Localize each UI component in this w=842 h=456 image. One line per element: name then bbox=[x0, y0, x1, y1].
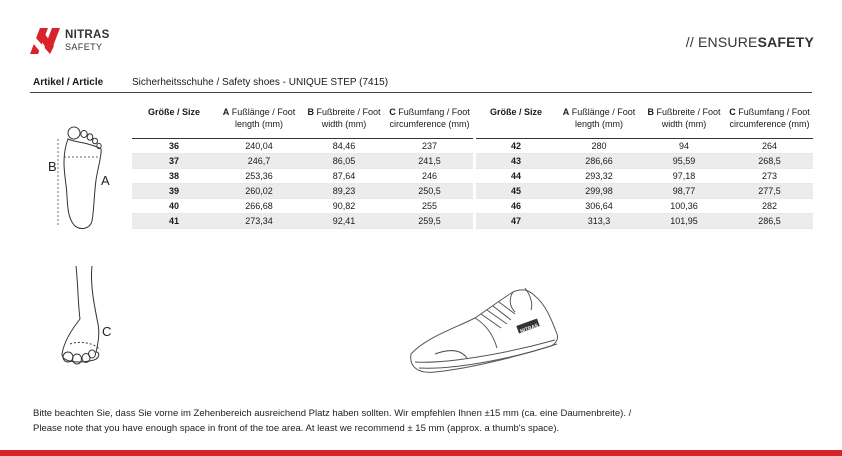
size-table-left bbox=[132, 106, 473, 229]
size-cell: 39 bbox=[132, 183, 216, 198]
table-row bbox=[476, 153, 813, 168]
circ-cell: 277,5 bbox=[726, 183, 813, 198]
circ-cell: 282 bbox=[726, 198, 813, 213]
table-row bbox=[132, 213, 473, 228]
length-cell: 280 bbox=[556, 138, 642, 153]
circ-cell: 241,5 bbox=[386, 153, 473, 168]
note-german: Bitte beachten Sie, dass Sie vorne im Zehenbereich ausreichend Platz haben sollten. Wir empfehlen Ihnen ±15 mm (ca. eine Daumenbreite). / bbox=[33, 408, 632, 419]
size-cell: 42 bbox=[476, 138, 556, 153]
brand-logo bbox=[28, 26, 138, 58]
width-cell: 100,36 bbox=[642, 198, 726, 213]
circ-cell: 273 bbox=[726, 168, 813, 183]
col-size-header: Größe / Size bbox=[147, 107, 200, 117]
size-cell: 36 bbox=[132, 138, 216, 153]
size-cell: 38 bbox=[132, 168, 216, 183]
table-row bbox=[132, 168, 473, 183]
product-title: Sicherheitsschuhe / Safety shoes - UNIQUE STEP (7415) bbox=[132, 77, 389, 88]
table-header-row bbox=[132, 106, 473, 138]
width-cell: 97,18 bbox=[642, 168, 726, 183]
circ-cell: 259,5 bbox=[386, 213, 473, 228]
size-cell: 45 bbox=[476, 183, 556, 198]
safety-shoe-illustration bbox=[405, 278, 565, 378]
length-cell: 266,68 bbox=[216, 198, 302, 213]
col-circ-header: C Fußumfang / Foot circumference (mm) bbox=[389, 107, 470, 129]
label-a: A bbox=[101, 173, 110, 188]
circ-cell: 268,5 bbox=[726, 153, 813, 168]
table-row bbox=[132, 198, 473, 213]
circ-cell: 237 bbox=[386, 138, 473, 153]
width-cell: 94 bbox=[642, 138, 726, 153]
length-cell: 273,34 bbox=[216, 213, 302, 228]
fit-note bbox=[33, 406, 813, 436]
length-cell: 253,36 bbox=[216, 168, 302, 183]
brand-name: NITRAS bbox=[65, 29, 110, 41]
circ-cell: 246 bbox=[386, 168, 473, 183]
col-size-header: Größe / Size bbox=[489, 107, 542, 117]
article-label: Artikel / Article bbox=[33, 77, 104, 88]
circ-cell: 264 bbox=[726, 138, 813, 153]
label-c: C bbox=[102, 324, 112, 339]
nitras-logo-icon bbox=[28, 26, 62, 56]
size-cell: 44 bbox=[476, 168, 556, 183]
note-english: Please note that you have enough space in front of the toe area. At least we recommend ± 15 mm (approx. a thumb's space). bbox=[33, 423, 560, 434]
col-width-header: B Fußbreite / Foot width (mm) bbox=[307, 107, 381, 129]
width-cell: 101,95 bbox=[642, 213, 726, 228]
length-cell: 299,98 bbox=[556, 183, 642, 198]
width-cell: 92,41 bbox=[302, 213, 386, 228]
table-row bbox=[476, 183, 813, 198]
size-cell: 41 bbox=[132, 213, 216, 228]
length-cell: 286,66 bbox=[556, 153, 642, 168]
table-row bbox=[476, 168, 813, 183]
length-cell: 260,02 bbox=[216, 183, 302, 198]
foot-side-view-illustration bbox=[48, 264, 116, 374]
length-cell: 246,7 bbox=[216, 153, 302, 168]
length-cell: 293,32 bbox=[556, 168, 642, 183]
circ-cell: 255 bbox=[386, 198, 473, 213]
width-cell: 89,23 bbox=[302, 183, 386, 198]
table-row bbox=[132, 153, 473, 168]
width-cell: 86,05 bbox=[302, 153, 386, 168]
col-width-header: B Fußbreite / Foot width (mm) bbox=[647, 107, 721, 129]
size-cell: 47 bbox=[476, 213, 556, 228]
foot-top-view-illustration bbox=[44, 125, 114, 233]
table-row bbox=[476, 213, 813, 228]
brand-bottom-bar bbox=[0, 450, 842, 456]
col-length-header: A Fußlänge / Foot length (mm) bbox=[562, 107, 636, 129]
width-cell: 95,59 bbox=[642, 153, 726, 168]
label-b: B bbox=[48, 159, 57, 174]
width-cell: 90,82 bbox=[302, 198, 386, 213]
size-cell: 37 bbox=[132, 153, 216, 168]
circ-cell: 250,5 bbox=[386, 183, 473, 198]
slogan bbox=[686, 34, 814, 50]
size-table-right bbox=[476, 106, 813, 229]
brand-sub: SAFETY bbox=[65, 42, 103, 52]
circ-cell: 286,5 bbox=[726, 213, 813, 228]
length-cell: 313,3 bbox=[556, 213, 642, 228]
table-row bbox=[476, 198, 813, 213]
slogan-bold: SAFETY bbox=[757, 34, 814, 50]
shoe-logo-text: NITRAS bbox=[519, 322, 540, 335]
size-cell: 43 bbox=[476, 153, 556, 168]
width-cell: 98,77 bbox=[642, 183, 726, 198]
col-circ-header: C Fußumfang / Foot circumference (mm) bbox=[729, 107, 810, 129]
header-divider bbox=[30, 92, 812, 93]
table-header-row bbox=[476, 106, 813, 138]
length-cell: 240,04 bbox=[216, 138, 302, 153]
length-cell: 306,64 bbox=[556, 198, 642, 213]
size-cell: 40 bbox=[132, 198, 216, 213]
slogan-prefix: // ENSURE bbox=[685, 34, 758, 50]
table-row bbox=[132, 138, 473, 153]
table-row bbox=[476, 138, 813, 153]
width-cell: 87,64 bbox=[302, 168, 386, 183]
col-length-header: A Fußlänge / Foot length (mm) bbox=[222, 107, 296, 129]
width-cell: 84,46 bbox=[302, 138, 386, 153]
size-cell: 46 bbox=[476, 198, 556, 213]
table-row bbox=[132, 183, 473, 198]
